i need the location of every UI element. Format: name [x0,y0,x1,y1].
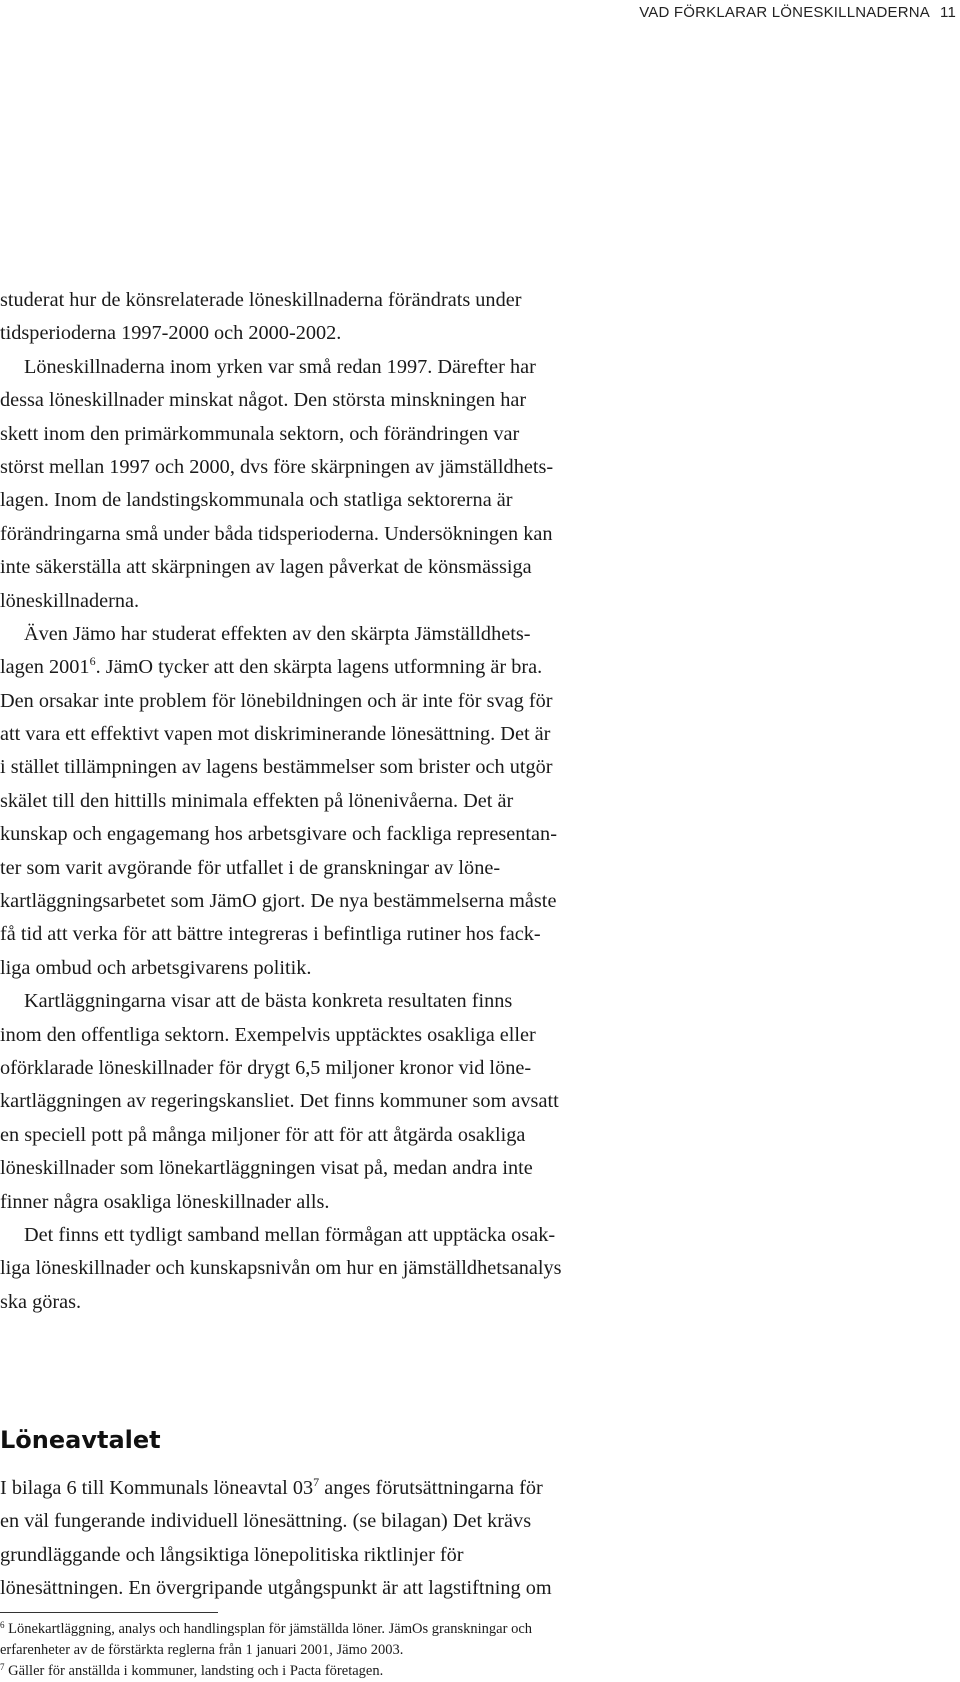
body-text [0,284,668,1319]
text-line: lagen. Inom de landstingskommunala och statliga sektorerna är [0,489,513,512]
footnote-ref-6: 6 [89,654,96,669]
text-line [0,651,668,684]
text-line: ter som varit avgörande för utfallet i de granskningar av löne- [0,856,501,879]
text-line: lönesättningen. En övergripande utgångspunkt är att lagstiftning om [0,1577,552,1600]
text-line: förändringarna små under båda tidsperioderna. Undersökningen kan [0,522,553,545]
text-line: tidsperioderna 1997-2000 och 2000-2002. [0,322,342,345]
running-title: VAD FÖRKLARAR LÖNESKILLNADERNA [639,4,931,21]
text-fragment: . JämO tycker att den skärpta lagens utformning är bra. [95,656,543,679]
page-number: 11 [940,4,956,21]
text-line: skälet till den hittills minimala effekten på lönenivåerna. Det är [0,789,514,812]
text-line: Det finns ett tydligt samband mellan förmågan att upptäcka osak- [24,1223,556,1246]
text-fragment: anges förutsättningarna för [319,1477,543,1499]
text-line: kunskap och engagemang hos arbetsgivare och fackliga representan- [0,823,557,846]
text-line: skett inom den primärkommunala sektorn, och förändringen var [0,422,520,445]
footnote-7 [0,1661,680,1682]
text-line: Kartläggningarna visar att de bästa konkreta resultaten finns [24,990,513,1013]
footnote-ref-7: 7 [313,1475,320,1489]
footnote-6-continued: erfarenheter av de förstärkta reglerna från 1 januari 2001, Jämo 2003. [0,1642,404,1658]
text-line: störst mellan 1997 och 2000, dvs före skärpningen av jämställdhets- [0,455,554,478]
text-line: oförklarade löneskillnader för drygt 6,5 miljoner kronor vid löne- [0,1056,532,1079]
text-line [0,1472,668,1505]
text-line: liga ombud och arbetsgivarens politik. [0,956,312,979]
text-line: dessa löneskillnader minskat något. Den största minskningen har [0,389,527,412]
text-line: inom den offentliga sektorn. Exempelvis upptäcktes osakliga eller [0,1023,536,1046]
text-fragment: lagen 2001 [0,656,90,679]
text-fragment: I bilaga 6 till Kommunals löneavtal 03 [0,1477,314,1499]
text-line: löneskillnader som lönekartläggningen visat på, medan andra inte [0,1157,533,1180]
text-line: att vara ett effektivt vapen mot diskriminerande lönesättning. Det är [0,723,551,746]
footnote-text: Gäller för anställda i kommuner, landsting och i Pacta företagen. [4,1663,384,1679]
footnotes [0,1619,680,1682]
text-line: liga löneskillnader och kunskapsnivån om hur en jämställdhetsanalys [0,1257,562,1280]
text-line: inte säkerställa att skärpningen av lagen påverkat de könsmässiga [0,556,532,579]
text-line: en väl fungerande individuell lönesättning. (se bilagan) Det krävs [0,1510,532,1533]
text-line: få tid att verka för att bättre integreras i befintliga rutiner hos fack- [0,923,541,946]
text-line: kartläggningsarbetet som JämO gjort. De nya bestämmelserna måste [0,890,557,913]
text-line: finner några osakliga löneskillnader alls. [0,1190,330,1213]
section-text [0,1472,668,1606]
footnote-text: Lönekartläggning, analys och handlingsplan för jämställda löner. JämOs granskningar och [4,1621,533,1637]
text-line: en speciell pott på många miljoner för att för att åtgärda osakliga [0,1123,526,1146]
running-header [639,4,956,21]
text-line: Även Jämo har studerat effekten av den skärpta Jämställdhets- [24,622,531,645]
section-heading: Löneavtalet [0,1426,161,1454]
text-line: grundläggande och långsiktiga lönepolitiska riktlinjer för [0,1543,464,1566]
text-line: studerat hur de könsrelaterade löneskillnaderna förändrats under [0,289,522,311]
text-line: Löneskillnaderna inom yrken var små redan 1997. Därefter har [24,355,536,378]
footnote-mark: 7 [0,1662,5,1672]
text-line: ska göras. [0,1290,82,1313]
text-line: i stället tillämpningen av lagens bestämmelser som brister och utgör [0,756,553,779]
footnote-divider [0,1612,218,1613]
text-line: Den orsakar inte problem för lönebildningen och är inte för svag för [0,689,553,712]
text-line: löneskillnaderna. [0,589,140,612]
footnote-mark: 6 [0,1620,5,1630]
text-line: kartläggningen av regeringskansliet. Det finns kommuner som avsatt [0,1090,559,1113]
footnote-6 [0,1619,680,1640]
